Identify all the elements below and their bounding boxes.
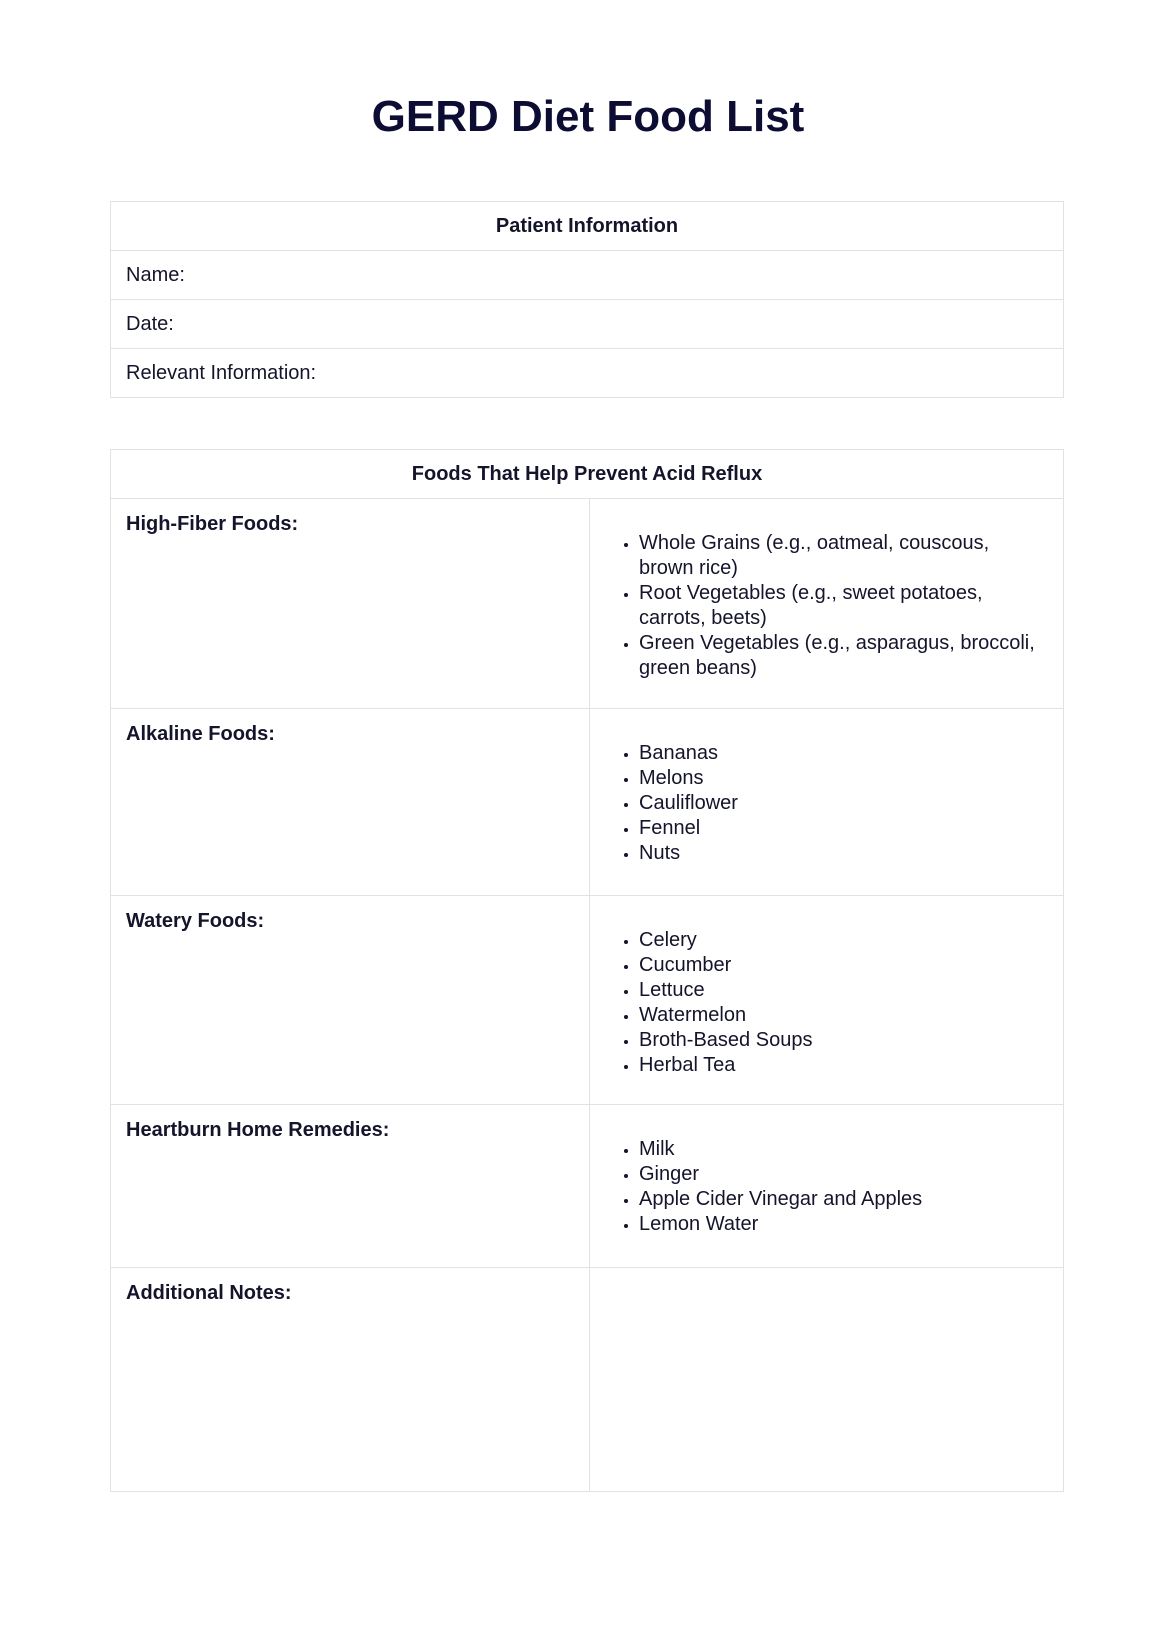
food-category-row (111, 1105, 1064, 1268)
category-items (590, 896, 1064, 1105)
category-label: Alkaline Foods: (111, 709, 590, 896)
food-list (605, 928, 1048, 1078)
category-items (590, 1105, 1064, 1268)
patient-information-table (110, 201, 1064, 398)
food-item: • Milk (639, 1137, 1048, 1162)
food-item: • Root Vegetables (e.g., sweet potatoes, carrots, beets) (639, 581, 1048, 631)
food-item: • Bananas (639, 741, 1048, 766)
food-item: • Lemon Water (639, 1212, 1048, 1237)
food-item: • Herbal Tea (639, 1053, 1048, 1078)
relevant-information-field[interactable]: Relevant Information: (111, 349, 1064, 398)
food-item: • Nuts (639, 841, 1048, 866)
food-item: • Ginger (639, 1162, 1048, 1187)
category-items (590, 709, 1064, 896)
foods-table (110, 449, 1064, 1492)
category-items (590, 499, 1064, 709)
name-field[interactable]: Name: (111, 251, 1064, 300)
food-item: • Broth-Based Soups (639, 1028, 1048, 1053)
food-item: • Apple Cider Vinegar and Apples (639, 1187, 1048, 1212)
food-item: • Lettuce (639, 978, 1048, 1003)
food-item: • Melons (639, 766, 1048, 791)
food-list (605, 741, 1048, 866)
category-label: High-Fiber Foods: (111, 499, 590, 709)
foods-heading: Foods That Help Prevent Acid Reflux (111, 450, 1064, 499)
food-item: • Fennel (639, 816, 1048, 841)
food-item: • Celery (639, 928, 1048, 953)
category-label: Heartburn Home Remedies: (111, 1105, 590, 1268)
date-field[interactable]: Date: (111, 300, 1064, 349)
page-title: GERD Diet Food List (371, 92, 805, 141)
food-item: • Cauliflower (639, 791, 1048, 816)
food-item: • Whole Grains (e.g., oatmeal, couscous, brown rice) (639, 531, 1048, 581)
category-label: Watery Foods: (111, 896, 590, 1105)
food-category-row (111, 709, 1064, 896)
food-list (605, 531, 1048, 681)
food-item: • Green Vegetables (e.g., asparagus, broccoli, green beans) (639, 631, 1048, 681)
food-list (605, 1137, 1048, 1237)
food-item: • Cucumber (639, 953, 1048, 978)
food-item: • Watermelon (639, 1003, 1048, 1028)
category-label: Additional Notes: (111, 1268, 590, 1492)
category-items[interactable] (590, 1268, 1064, 1492)
patient-information-heading: Patient Information (111, 202, 1064, 251)
food-category-row (111, 896, 1064, 1105)
food-category-row (111, 1268, 1064, 1492)
food-category-row (111, 499, 1064, 709)
